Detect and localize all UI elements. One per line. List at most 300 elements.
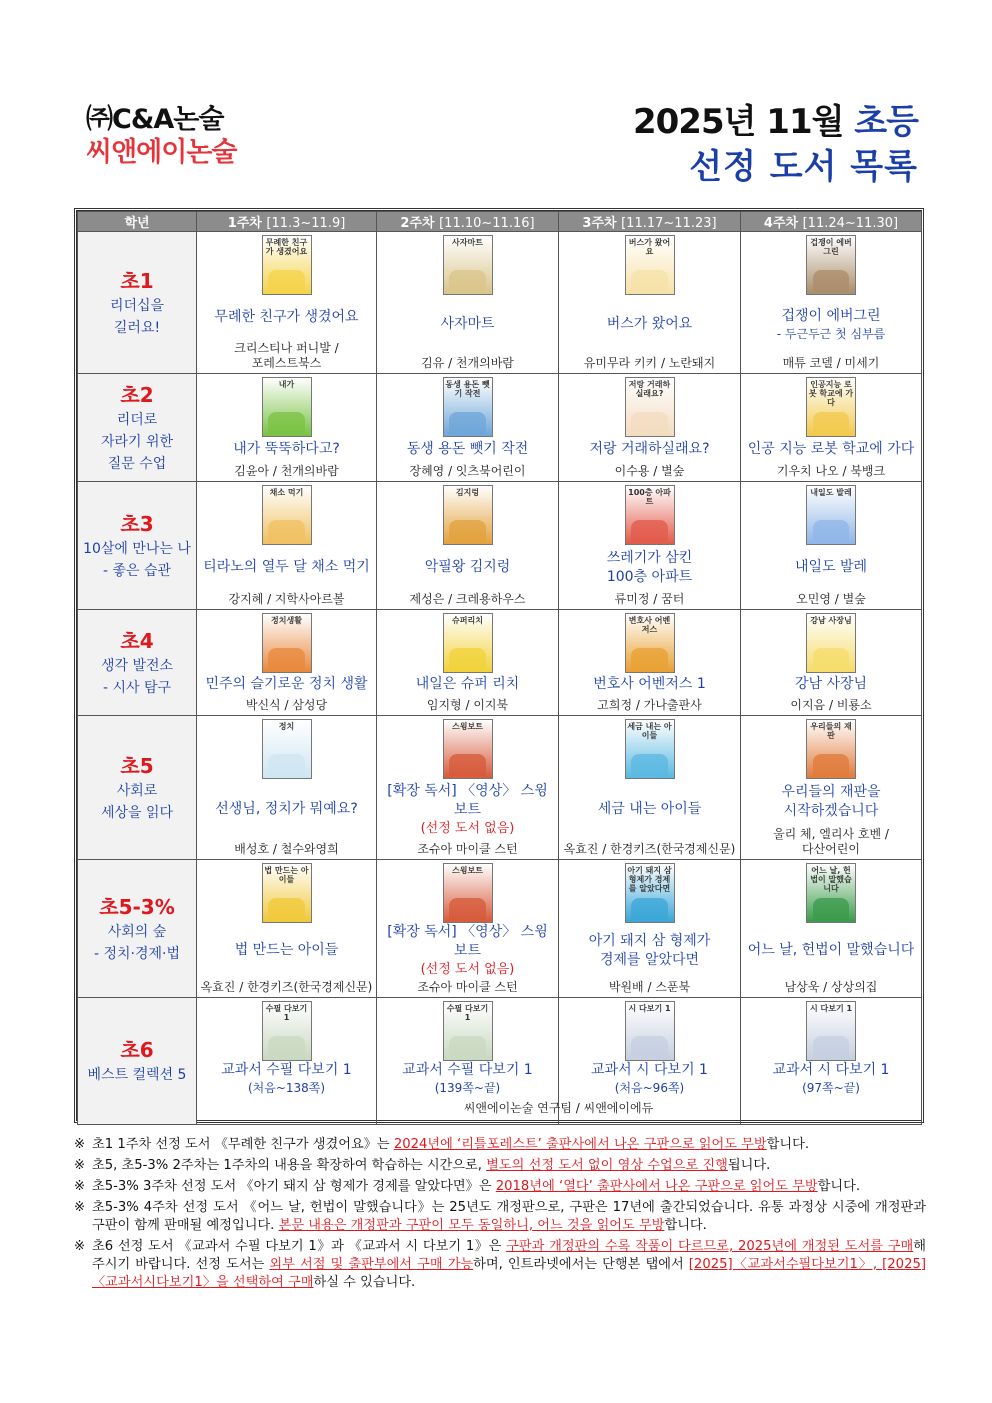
table-row	[78, 860, 922, 998]
note-part: 합니다.	[817, 1179, 861, 1194]
grade-subtitle: - 정치·경제·법	[93, 945, 181, 962]
author-line: 고희정 / 가나출판사	[597, 698, 702, 712]
book-author	[781, 354, 882, 373]
header-cell-3	[559, 212, 741, 232]
cover-illustration	[631, 648, 668, 670]
book-author	[232, 462, 340, 481]
title-line-2: 선정 도서 목록	[689, 147, 918, 187]
author-line: 제성은 / 크레용하우스	[409, 592, 526, 606]
note-mark: ※	[74, 1158, 86, 1173]
cover-title: 무례한 친구가 생겼어요	[265, 238, 308, 256]
book-cell	[377, 610, 559, 716]
page-title	[633, 100, 918, 190]
book-entry	[559, 374, 740, 481]
book-cover-image	[443, 1001, 493, 1061]
note-part: 하며, 인트라넷에서는 단행본 탭에서	[473, 1257, 689, 1272]
grade-subtitle: 사회의 숲	[107, 923, 167, 940]
cover-illustration	[631, 412, 668, 434]
cover-title: 내일도 발레	[810, 488, 852, 497]
footnote-item	[74, 1238, 926, 1292]
book-cell	[559, 716, 741, 860]
author-line: 다산어린이	[802, 842, 860, 856]
book-author	[613, 590, 687, 609]
book-cell	[741, 716, 922, 860]
book-author	[407, 462, 527, 481]
book-entry	[559, 232, 740, 373]
note-text	[92, 1178, 926, 1196]
cover-title: 정치생활	[271, 616, 302, 625]
book-subtitle: 시작하겠습니다	[783, 803, 879, 819]
header-cell-4	[741, 212, 922, 232]
cover-illustration	[449, 520, 486, 542]
cover-illustration	[268, 270, 305, 292]
cover-title: 정치	[278, 722, 295, 731]
book-title: [확장 독서] 〈영상〉 스윙 보트	[387, 783, 548, 818]
grade-cell	[78, 716, 197, 860]
grade-subtitle: 길러요!	[113, 319, 161, 336]
grade-subtitle: 사회로	[116, 782, 158, 799]
book-cell	[197, 860, 377, 998]
note-highlight: 2018년에 ‘열다’ 출판사에서 나온 구판으로 읽어도 무방	[495, 1179, 818, 1194]
note-mark: ※	[74, 1137, 86, 1152]
author-line: 김윤아 / 천개의바람	[234, 464, 339, 478]
author-line: 조슈아 마이클 스턴	[417, 980, 518, 994]
book-author	[775, 462, 887, 481]
note-mark: ※	[74, 1200, 86, 1215]
logo-line-1: ㈜C&A논술	[86, 104, 224, 135]
book-entry	[559, 610, 740, 715]
shared-author: 씨앤에이논술 연구팀 / 씨앤에이에듀	[463, 1101, 654, 1115]
book-cover-image	[262, 377, 312, 437]
book-title: [확장 독서] 〈영상〉 스윙 보트	[387, 924, 548, 959]
book-cell	[559, 374, 741, 482]
book-cell	[377, 374, 559, 482]
book-author	[199, 978, 375, 997]
grade-name: 초1	[120, 268, 154, 293]
cover-illustration	[449, 270, 486, 292]
author-line: 옥효진 / 한경키즈(한국경제신문)	[563, 842, 736, 856]
book-entry	[741, 860, 921, 997]
note-highlight: 본문 내용은 개정판과 구판이 모두 동일하니, 어느 것을 읽어도 무방	[278, 1218, 665, 1233]
book-author	[415, 840, 519, 859]
book-subtitle: 100층 아파트	[606, 568, 693, 585]
author-line: 박신식 / 삼성당	[245, 698, 328, 712]
book-cell	[741, 232, 922, 374]
book-cover-image	[625, 235, 675, 295]
grade-name: 초5	[120, 753, 154, 778]
cover-illustration	[813, 270, 850, 292]
company-logo	[86, 104, 266, 170]
cover-illustration	[813, 648, 850, 670]
cover-illustration	[268, 898, 305, 920]
book-cover-image	[806, 613, 856, 673]
book-cover-image	[262, 613, 312, 673]
book-list-table	[74, 208, 924, 1123]
table-row	[78, 716, 922, 860]
grade-subtitle: 베스트 컬렉션 5	[87, 1067, 187, 1083]
cover-illustration	[268, 412, 305, 434]
author-line: 크리스티나 퍼니발 /	[234, 341, 339, 355]
footnote-item	[74, 1136, 926, 1154]
book-author	[226, 590, 346, 609]
grade-cell	[78, 610, 197, 716]
author-line: 장혜영 / 잇츠북어린이	[409, 464, 526, 478]
table-header-row	[78, 212, 922, 232]
note-highlight: [2025]〈교과서수필다보기1〉, [2025]〈교과서시다보기1〉을 선택하여 구매	[92, 1257, 926, 1290]
book-cell	[559, 482, 741, 610]
cover-illustration	[268, 1036, 305, 1058]
book-author	[595, 696, 703, 715]
header-date: [11.10~11.16]	[439, 216, 535, 231]
cover-title: 아기 돼지 삼 형제가 경제를 알았다면	[627, 866, 672, 893]
book-subtitle: (97쪽~끝)	[802, 1081, 860, 1095]
book-author	[425, 696, 510, 715]
book-entry	[741, 482, 921, 609]
cover-title: 100층 아파트	[628, 488, 671, 506]
grade-name: 초4	[120, 628, 154, 653]
author-line: 김유 / 천개의바람	[421, 356, 514, 370]
note-part: 초5-3% 3주차 선정 도서 《아기 돼지 삼 형제가 경제를 알았다면》은	[92, 1179, 496, 1194]
book-entry	[377, 482, 558, 609]
book-author	[419, 354, 516, 373]
book-cover-image	[443, 863, 493, 923]
book-cover-image	[625, 485, 675, 545]
cover-illustration	[268, 520, 305, 542]
grade-subtitle: - 좋은 습관	[102, 562, 172, 579]
book-title: 내가 뚝뚝하다고?	[233, 441, 340, 457]
book-title: 세금 내는 아이들	[597, 801, 702, 817]
cover-title: 사자마트	[452, 238, 483, 247]
book-title: 인공 지능 로봇 학교에 가다	[747, 441, 915, 457]
cover-title: 겁쟁이 에버그린	[810, 238, 852, 256]
author-line: 옥효진 / 한경키즈(한국경제신문)	[200, 980, 373, 994]
book-cell	[197, 482, 377, 610]
book-title: 교과서 수필 다보기 1	[221, 1062, 352, 1078]
book-cover-image	[625, 613, 675, 673]
grade-subtitle: 세상을 읽다	[100, 804, 174, 821]
grade-subtitle: 질문 수업	[107, 455, 167, 472]
cover-title: 강남 사장님	[810, 616, 852, 625]
cover-illustration	[268, 754, 305, 776]
table-row	[78, 610, 922, 716]
book-cover-image	[625, 1001, 675, 1061]
book-author	[794, 590, 868, 609]
book-title: 쓰레기가 삼킨	[606, 549, 693, 566]
book-entry	[741, 610, 921, 715]
cover-illustration	[631, 520, 668, 542]
book-title: 어느 날, 헌법이 말했습니다	[747, 942, 915, 958]
cover-illustration	[813, 1036, 850, 1058]
book-cell	[377, 482, 559, 610]
cover-illustration	[631, 898, 668, 920]
book-cell	[559, 610, 741, 716]
author-line: 류미정 / 꿈터	[614, 592, 685, 606]
header-label: 2주차	[400, 216, 440, 231]
book-cell	[197, 232, 377, 374]
cover-illustration	[813, 520, 850, 542]
book-entry	[559, 482, 740, 609]
cover-illustration	[631, 754, 668, 776]
grade-cell	[78, 232, 197, 374]
book-author	[244, 696, 329, 715]
book-subtitle: (처음~138쪽)	[247, 1081, 326, 1095]
note-mark: ※	[74, 1239, 86, 1254]
note-part: 하실 수 있습니다.	[313, 1275, 416, 1290]
cover-title: 수필 다보기 1	[446, 1004, 489, 1022]
author-line: 조슈아 마이클 스턴	[417, 842, 518, 856]
author-line: 이지음 / 비룡소	[790, 698, 872, 712]
grade-subtitle: 리더로	[116, 411, 158, 428]
book-title: 법 만드는 아이들	[234, 942, 339, 958]
book-entry	[377, 610, 558, 715]
book-subtitle: - 두근두근 첫 심부름	[776, 327, 886, 341]
book-cover-image	[443, 719, 493, 779]
grade-cell	[78, 860, 197, 998]
book-cover-image	[262, 485, 312, 545]
header-label: 4주차	[763, 216, 803, 231]
book-author	[232, 339, 340, 373]
grade-subtitle: - 시사 탐구	[102, 679, 172, 696]
note-highlight: 별도의 선정 도서 없이 영상 수업으로 진행	[486, 1158, 728, 1173]
book-cover-image	[625, 863, 675, 923]
book-author	[582, 354, 717, 373]
book-cover-image	[443, 613, 493, 673]
author-line: 오민영 / 별숲	[796, 592, 866, 606]
cover-title: 어느 날, 헌법이 말했습니다	[810, 866, 852, 893]
cover-title: 슈퍼리치	[452, 616, 483, 625]
book-cover-image	[443, 485, 493, 545]
cover-illustration	[813, 412, 850, 434]
note-part: 초6 선정 도서 《교과서 수필 다보기 1》과 《교과서 시 다보기 1》은	[92, 1239, 507, 1254]
grade-subtitle: 리더십을	[109, 297, 165, 314]
book-title: 티라노의 열두 달 채소 먹기	[203, 559, 370, 575]
grade-name: 초2	[120, 382, 154, 407]
author-line: 배성호 / 철수와영희	[234, 842, 339, 856]
book-entry	[559, 716, 740, 859]
header-label: 학년	[124, 216, 150, 231]
book-cell	[377, 860, 559, 998]
book-entry	[197, 860, 376, 997]
cover-title: 변호사 어벤저스	[628, 616, 671, 634]
book-cell	[197, 610, 377, 716]
book-title: 교과서 시 다보기 1	[591, 1062, 708, 1078]
book-entry	[197, 232, 376, 373]
cover-illustration	[449, 648, 486, 670]
book-entry	[741, 232, 921, 373]
book-cover-image	[262, 235, 312, 295]
cover-title: 스윙보트	[452, 722, 483, 731]
book-title: 우리들의 재판을	[781, 784, 881, 800]
cover-title: 인공지능 로봇 학교에 가다	[808, 380, 854, 407]
book-cover-image	[806, 719, 856, 779]
header-cell-2	[377, 212, 559, 232]
cover-illustration	[813, 754, 850, 776]
grade-subtitle: 생각 발전소	[100, 657, 174, 674]
note-highlight: 구판과 개정판의 수록 작품이 다르므로, 2025년에 개정된 도서를 구매	[506, 1239, 914, 1254]
logo-line-2: 씨앤에이논술	[86, 137, 237, 168]
cover-illustration	[449, 412, 486, 434]
note-part: 초1 1주차 선정 도서 《무례한 친구가 생겼어요》는	[92, 1137, 394, 1152]
note-text	[92, 1199, 926, 1235]
footnote-item	[74, 1199, 926, 1235]
book-cover-image	[806, 235, 856, 295]
book-cover-image	[443, 377, 493, 437]
book-author	[415, 978, 519, 997]
book-entry	[741, 716, 921, 859]
book-cover-image	[806, 863, 856, 923]
book-title: 내일은 슈퍼 리치	[415, 676, 520, 692]
note-part: 합니다.	[664, 1218, 707, 1233]
note-highlight: 외부 서점 및 출판부에서 구매 가능	[269, 1257, 474, 1272]
cover-title: 시 다보기 1	[809, 1004, 853, 1013]
book-cover-image	[806, 1001, 856, 1061]
book-author	[232, 840, 340, 859]
book-cell	[377, 716, 559, 860]
header-label: 3주차	[582, 216, 622, 231]
book-cell	[197, 716, 377, 860]
book-title: 무례한 친구가 생겼어요	[214, 308, 359, 325]
book-note: (선정 도서 없음)	[420, 821, 515, 836]
book-entry	[741, 374, 921, 481]
note-text	[92, 1157, 926, 1175]
author-line: 강지혜 / 지학사아르볼	[228, 592, 345, 606]
note-part: 해 주시기 바랍니다. 선정 도서는	[92, 1239, 926, 1272]
grade-subtitle: 10살에 만나는 나	[83, 540, 191, 557]
cover-title: 법 만드는 아이들	[264, 866, 309, 884]
cover-title: 시 다보기 1	[628, 1004, 671, 1013]
book-author	[771, 825, 891, 859]
note-highlight: 2024년에 ‘리틀포레스트’ 출판사에서 나온 구판으로 읽어도 무방	[393, 1137, 767, 1152]
footnote-item	[74, 1157, 926, 1175]
book-title: 번호사 어벤저스 1	[593, 676, 706, 692]
cover-illustration	[449, 754, 486, 776]
grade-name: 초3	[120, 511, 154, 536]
cover-illustration	[631, 1036, 668, 1058]
book-title: 동생 용돈 뺏기 작전	[406, 441, 529, 457]
footnotes	[74, 1136, 926, 1295]
book-author	[788, 696, 873, 715]
grade-subtitle: 자라기 위한	[100, 433, 174, 450]
cover-title: 버스가 왔어요	[628, 238, 671, 256]
author-line: 이수용 / 별숲	[614, 464, 685, 478]
book-title: 아기 돼지 삼 형제가	[588, 932, 711, 949]
book-cover-image	[806, 485, 856, 545]
book-cell	[741, 482, 922, 610]
grade-cell	[78, 998, 197, 1125]
book-author	[607, 978, 692, 997]
note-part: 합니다.	[766, 1137, 810, 1152]
title-prefix: 2025년 11월	[632, 102, 855, 142]
cover-illustration	[268, 648, 305, 670]
book-title: 저랑 거래하실래요?	[589, 441, 710, 457]
book-subtitle: (처음~96쪽)	[614, 1081, 685, 1095]
author-line: 유미무라 키키 / 노란돼지	[583, 356, 716, 370]
author-line: 매튜 코델 / 미세기	[782, 356, 880, 370]
book-entry	[197, 716, 376, 859]
book-title: 사자마트	[440, 316, 495, 332]
note-part: 초5-3% 4주차 선정 도서 《어느 날, 헌법이 말했습니다》는 25년도 개정판으로, 구판은 17년에 출간되었습니다. 유통 과정상 시중에 개정판과 구판이 함께 판매될 예정입니다.	[92, 1200, 926, 1233]
author-line: 남상욱 / 상상의집	[784, 980, 878, 994]
book-note: (선정 도서 없음)	[420, 962, 515, 977]
cover-illustration	[449, 1036, 486, 1058]
table-row	[78, 374, 922, 482]
cover-illustration	[631, 270, 668, 292]
cover-title: 세금 내는 아이들	[627, 722, 672, 740]
note-part: 초5, 초5-3% 2주차는 1주차의 내용을 확장하여 학습하는 시간으로,	[92, 1158, 487, 1173]
author-line: 울리 체, 엘리사 호벤 /	[773, 827, 889, 841]
book-cover-image	[443, 235, 493, 295]
header-cell-0	[78, 212, 197, 232]
note-part: 됩니다.	[727, 1158, 771, 1173]
note-text	[92, 1136, 926, 1154]
note-mark: ※	[74, 1179, 86, 1194]
header-label: 1주차	[227, 216, 267, 231]
book-title: 선생님, 정치가 뭐예요?	[215, 801, 358, 817]
author-line: 포레스트북스	[251, 356, 322, 370]
book-author	[783, 978, 880, 997]
book-cover-image	[625, 719, 675, 779]
cover-title: 김지렁	[455, 488, 480, 497]
author-line: 기우치 나오 / 북뱅크	[776, 464, 886, 478]
book-title: 민주의 슬기로운 정치 생활	[205, 676, 368, 692]
title-accent: 초등	[854, 102, 918, 142]
book-cell	[741, 374, 922, 482]
cover-title: 저랑 거래하실래요?	[628, 380, 671, 398]
book-title: 내일도 발레	[794, 559, 868, 575]
book-cell	[197, 374, 377, 482]
book-entry	[197, 482, 376, 609]
header-date: [11.17~11.23]	[621, 216, 717, 231]
book-entry	[197, 610, 376, 715]
cover-illustration	[449, 898, 486, 920]
grade-cell	[78, 374, 197, 482]
author-line: 박원배 / 스푼북	[608, 980, 691, 994]
book-cell	[741, 860, 922, 998]
cover-title: 내가	[278, 380, 295, 389]
cover-title: 동생 용돈 뺏기 작전	[445, 380, 490, 398]
book-author	[613, 462, 687, 481]
grade-name: 초5-3%	[99, 894, 175, 919]
book-entry	[377, 374, 558, 481]
book-subtitle: (139쪽~끝)	[434, 1081, 501, 1095]
cover-title: 우리들의 재판	[810, 722, 852, 740]
book-entry	[377, 716, 558, 859]
book-cover-image	[262, 1001, 312, 1061]
book-cover-image	[262, 719, 312, 779]
header-cell-1	[197, 212, 377, 232]
book-author	[407, 590, 527, 609]
book-title: 겁쟁이 에버그린	[781, 308, 881, 324]
book-cell	[559, 860, 741, 998]
book-title: 교과서 수필 다보기 1	[402, 1062, 533, 1078]
book-entry	[559, 860, 740, 997]
book-title: 강남 사장님	[794, 676, 868, 692]
author-line: 임지형 / 이지북	[426, 698, 509, 712]
header-date: [11.3~11.9]	[266, 216, 346, 231]
grade-name: 초6	[120, 1038, 154, 1062]
book-entry	[377, 860, 558, 997]
table-row	[78, 232, 922, 374]
cover-illustration	[813, 898, 850, 920]
book-cell	[741, 610, 922, 716]
grade-cell	[78, 482, 197, 610]
cover-title: 스윙보트	[452, 866, 483, 875]
book-subtitle: 경제를 알았다면	[599, 951, 700, 968]
footnote-item	[74, 1178, 926, 1196]
book-cell	[377, 232, 559, 374]
book-entry	[377, 232, 558, 373]
book-title: 버스가 왔어요	[606, 316, 693, 332]
